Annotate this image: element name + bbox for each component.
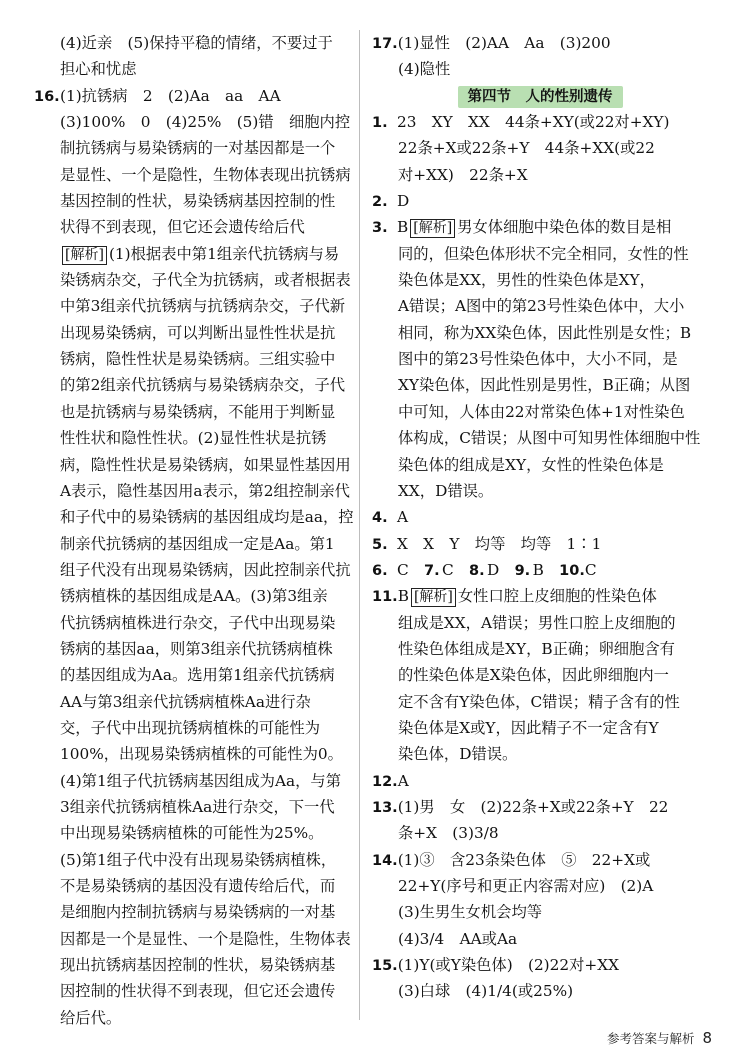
text-line xyxy=(372,741,708,767)
text-line xyxy=(372,162,708,188)
text-line xyxy=(34,926,352,952)
line-text: 现出抗锈病基因控制的性状，易染锈病基 xyxy=(60,956,336,975)
question-number: 1. xyxy=(372,115,388,132)
text-line xyxy=(34,662,352,688)
text-line xyxy=(372,768,708,794)
line-text: 组成是XX，A错误；男性口腔上皮细胞的 xyxy=(398,613,676,632)
line-text: 染色体的组成是XY，女性的性染色体是 xyxy=(398,455,664,474)
line-text: 因都是一个是显性、一个是隐性，生物体表 xyxy=(60,929,351,948)
footer-label: 参考答案与解析 xyxy=(606,1031,695,1046)
line-text: 图中的第23号性染色体中，大小不同，是 xyxy=(398,350,678,369)
text-line xyxy=(372,847,708,873)
line-text: 因控制的性状得不到表现，但它还会遗传 xyxy=(60,982,336,1001)
text-line xyxy=(34,610,352,636)
text-line xyxy=(34,241,352,267)
line-text: 锈病植株的基因组成是AA。(3)第3组亲 xyxy=(60,587,328,606)
line-text: 染色体是XX，男性的性染色体是XY， xyxy=(398,271,655,290)
analysis-tag: [解析] xyxy=(411,588,456,607)
text-line xyxy=(372,372,708,398)
text-line xyxy=(372,135,708,161)
line-text: (4)第1组子代抗锈病基因组成为Aa，与第 xyxy=(60,771,342,790)
answer-text: D xyxy=(487,560,515,579)
question-number: 3. xyxy=(372,220,388,237)
text-line xyxy=(34,952,352,978)
line-text: 同的，但染色体形状不完全相同，女性的性 xyxy=(398,244,689,263)
text-line xyxy=(372,109,708,135)
line-text: (5)第1组子代中没有出现易染锈病植株， xyxy=(60,850,337,869)
text-line xyxy=(372,214,708,240)
line-text: 制抗锈病与易染锈病的一对基因都是一个 xyxy=(60,139,336,158)
line-text: D xyxy=(397,192,410,211)
line-text: 染色体是X或Y，因此精子不一定含有Y xyxy=(398,718,659,737)
line-text: X X Y 均等 均等 1∶1 xyxy=(397,534,602,553)
text-line xyxy=(34,135,352,161)
text-line xyxy=(34,899,352,925)
question-number: 16. xyxy=(34,88,60,105)
line-text: (1)抗锈病 2 (2)Aa aa AA xyxy=(60,86,281,105)
text-line xyxy=(372,452,708,478)
text-line xyxy=(372,873,708,899)
line-text: 组子代没有出现易染锈病，因此控制亲代抗 xyxy=(60,560,351,579)
text-line xyxy=(372,794,708,820)
line-text: 23 XY XX 44条+XY(或22对+XY) xyxy=(397,113,670,132)
line-text: 是细胞内控制抗锈病与易染锈病的一对基 xyxy=(60,903,336,922)
section-title xyxy=(372,83,708,109)
text-line xyxy=(34,768,352,794)
text-line xyxy=(372,399,708,425)
page-number: 8 xyxy=(702,1029,712,1047)
line-text: 性染色体组成是XY，B正确；卵细胞含有 xyxy=(398,639,675,658)
line-text: (4)近亲 (5)保持平稳的情绪，不要过于 xyxy=(60,34,333,52)
question-number: 17. xyxy=(372,36,398,52)
line-text: 对+XX) 22条+X xyxy=(398,165,528,184)
text-line xyxy=(34,56,352,82)
text-line xyxy=(372,715,708,741)
line-text: (1)显性 (2)AA Aa (3)200 xyxy=(397,34,611,52)
text-line xyxy=(34,557,352,583)
text-line xyxy=(372,293,708,319)
line-text: 22条+X或22条+Y 44条+XX(或22 xyxy=(398,139,655,158)
question-number: 10. xyxy=(559,562,585,579)
question-number: 15. xyxy=(372,958,398,975)
line-text: 22+Y(序号和更正内容需对应) (2)A xyxy=(398,877,654,895)
line-text: 状得不到表现，但它还会遗传给后代 xyxy=(60,218,305,237)
line-text: A xyxy=(397,771,409,790)
text-line xyxy=(372,188,708,214)
question-number: 13. xyxy=(372,799,398,816)
line-text: (1)根据表中第1组亲代抗锈病与易 xyxy=(108,244,340,263)
text-line xyxy=(372,899,708,925)
line-text: 病，隐性性状是易染锈病，如果显性基因用 xyxy=(60,455,351,474)
page-footer xyxy=(607,1029,712,1047)
text-line xyxy=(34,873,352,899)
text-line xyxy=(34,1005,352,1031)
question-number: 2. xyxy=(372,194,388,211)
line-text: 出现易染锈病，可以判断出显性性状是抗 xyxy=(60,323,336,342)
text-line xyxy=(372,557,708,583)
line-text: XX，D错误。 xyxy=(398,481,494,500)
line-text: 中出现易染锈病植株的可能性为25%。 xyxy=(60,824,324,843)
right-column xyxy=(372,30,708,1005)
line-text: 性性状和隐性性状。(2)显性性状是抗锈 xyxy=(60,429,327,448)
section-title-text: 第四节 人的性别遗传 xyxy=(458,86,623,108)
text-line xyxy=(372,267,708,293)
line-text: 是显性、一个是隐性，生物体表现出抗锈病 xyxy=(60,165,351,184)
line-text: 条+X (3)3/8 xyxy=(398,824,499,843)
line-text: B xyxy=(397,218,409,237)
column-divider xyxy=(359,30,360,1020)
text-line xyxy=(34,504,352,530)
line-text: 染锈病杂交，子代全为抗锈病，或者根据表 xyxy=(60,271,351,290)
text-line xyxy=(372,478,708,504)
line-text: (3)100% 0 (4)25% (5)错 细胞内控 xyxy=(60,113,351,132)
text-line xyxy=(372,30,708,56)
line-text: (4)隐性 xyxy=(398,60,451,79)
line-text: 代抗锈病植株进行杂交，子代中出现易染 xyxy=(60,613,336,632)
line-text: 和子代中的易染锈病的基因组成均是aa，控 xyxy=(60,508,354,527)
text-line xyxy=(34,425,352,451)
text-line xyxy=(372,583,708,609)
text-line xyxy=(372,531,708,557)
line-text: (3)白球 (4)1/4(或25%) xyxy=(398,982,574,1001)
line-text: 担心和忧虑 xyxy=(60,60,137,79)
text-line xyxy=(34,162,352,188)
line-text: 女性口腔上皮细胞的性染色体 xyxy=(457,587,657,606)
text-line xyxy=(34,689,352,715)
text-line xyxy=(34,399,352,425)
question-number: 8. xyxy=(469,562,485,579)
line-text: A错误；A图中的第23号性染色体中，大小 xyxy=(398,297,685,316)
line-text: 男女体细胞中染色体的数目是相 xyxy=(457,218,672,237)
text-line xyxy=(372,820,708,846)
question-number: 12. xyxy=(372,773,398,790)
question-number: 14. xyxy=(372,852,398,869)
line-text: 制亲代抗锈病的基因组成一定是Aa。第1 xyxy=(60,534,335,553)
line-text: 体构成，C错误；从图中可知男性体细胞中性 xyxy=(398,429,701,448)
text-line xyxy=(34,320,352,346)
text-line xyxy=(372,425,708,451)
answer-text: C xyxy=(442,560,470,579)
text-line xyxy=(34,452,352,478)
analysis-tag: [解析] xyxy=(62,246,107,265)
line-text: B xyxy=(397,587,409,606)
answer-text: B xyxy=(532,560,560,579)
text-line xyxy=(34,30,352,56)
line-text: 不是易染锈病的基因没有遗传给后代，而 xyxy=(60,877,336,895)
line-text: 锈病，隐性性状是易染锈病。三组实验中 xyxy=(60,350,336,369)
text-line xyxy=(34,741,352,767)
line-text: 相同，称为XX染色体，因此性别是女性；B xyxy=(398,323,692,342)
answer-text: C xyxy=(584,560,597,579)
line-text: 基因控制的性状，易染锈病基因控制的性 xyxy=(60,192,336,211)
line-text: (1)③ 含23条染色体 ⑤ 22+X或 xyxy=(397,850,651,869)
text-line xyxy=(34,636,352,662)
text-line xyxy=(372,689,708,715)
text-line xyxy=(372,636,708,662)
text-line xyxy=(34,847,352,873)
text-line xyxy=(34,794,352,820)
line-text: (1)Y(或Y染色体) (2)22对+XX xyxy=(397,956,619,975)
line-text: (4)3/4 AA或Aa xyxy=(398,929,518,948)
question-number: 5. xyxy=(372,536,388,553)
text-line xyxy=(372,662,708,688)
text-line xyxy=(372,241,708,267)
line-text: C xyxy=(397,560,425,579)
line-text: 交，子代中出现抗锈病植株的可能性为 xyxy=(60,718,321,737)
question-number: 11. xyxy=(372,589,398,606)
analysis-tag: [解析] xyxy=(410,219,455,238)
line-text: 中第3组亲代抗锈病与抗锈病杂交，子代新 xyxy=(60,297,346,316)
question-number: 4. xyxy=(372,510,388,527)
text-line xyxy=(372,504,708,530)
line-text: 中可知，人体由22对常染色体+1对性染色 xyxy=(398,402,685,421)
line-text: 的基因组成为Aa。选用第1组亲代抗锈病 xyxy=(60,666,335,685)
text-line xyxy=(34,293,352,319)
text-line xyxy=(34,188,352,214)
text-line xyxy=(34,583,352,609)
text-line xyxy=(34,109,352,135)
line-text: 给后代。 xyxy=(60,1008,122,1027)
text-line xyxy=(34,346,352,372)
line-text: 100%，出现易染锈病植株的可能性为0。 xyxy=(60,745,343,764)
line-text: 染色体，D错误。 xyxy=(398,745,518,764)
text-line xyxy=(34,83,352,109)
text-line xyxy=(372,926,708,952)
left-column xyxy=(34,30,352,1031)
text-line xyxy=(34,715,352,741)
question-number: 9. xyxy=(514,562,531,579)
text-line xyxy=(34,820,352,846)
text-line xyxy=(372,952,708,978)
line-text: AA与第3组亲代抗锈病植株Aa进行杂 xyxy=(60,692,311,711)
line-text: 也是抗锈病与易染锈病，不能用于判断显 xyxy=(60,402,336,421)
line-text: 的第2组亲代抗锈病与易染锈病杂交，子代 xyxy=(60,376,346,395)
line-text: XY染色体，因此性别是男性，B正确；从图 xyxy=(398,376,691,395)
text-line xyxy=(34,478,352,504)
text-line xyxy=(34,267,352,293)
line-text: A xyxy=(397,508,409,527)
line-text: 锈病的基因aa，则第3组亲代抗锈病植株 xyxy=(60,639,333,658)
line-text: 的性染色体是X染色体，因此卵细胞内一 xyxy=(398,666,669,685)
line-text: 3组亲代抗锈病植株Aa进行杂交，下一代 xyxy=(60,797,335,816)
line-text: (3)生男生女机会均等 xyxy=(398,903,543,922)
question-number: 6. xyxy=(372,562,388,579)
line-text: A表示，隐性基因用a表示，第2组控制亲代 xyxy=(60,481,350,500)
text-line xyxy=(372,610,708,636)
text-line xyxy=(34,978,352,1004)
line-text: (1)男 女 (2)22条+X或22条+Y 22 xyxy=(397,797,669,816)
text-line xyxy=(372,978,708,1004)
text-line xyxy=(34,214,352,240)
text-line xyxy=(372,56,708,82)
text-line xyxy=(372,346,708,372)
question-number: 7. xyxy=(424,562,440,579)
text-line xyxy=(372,320,708,346)
text-line xyxy=(34,531,352,557)
text-line xyxy=(34,372,352,398)
line-text: 定不含有Y染色体，C错误；精子含有的性 xyxy=(398,692,680,711)
